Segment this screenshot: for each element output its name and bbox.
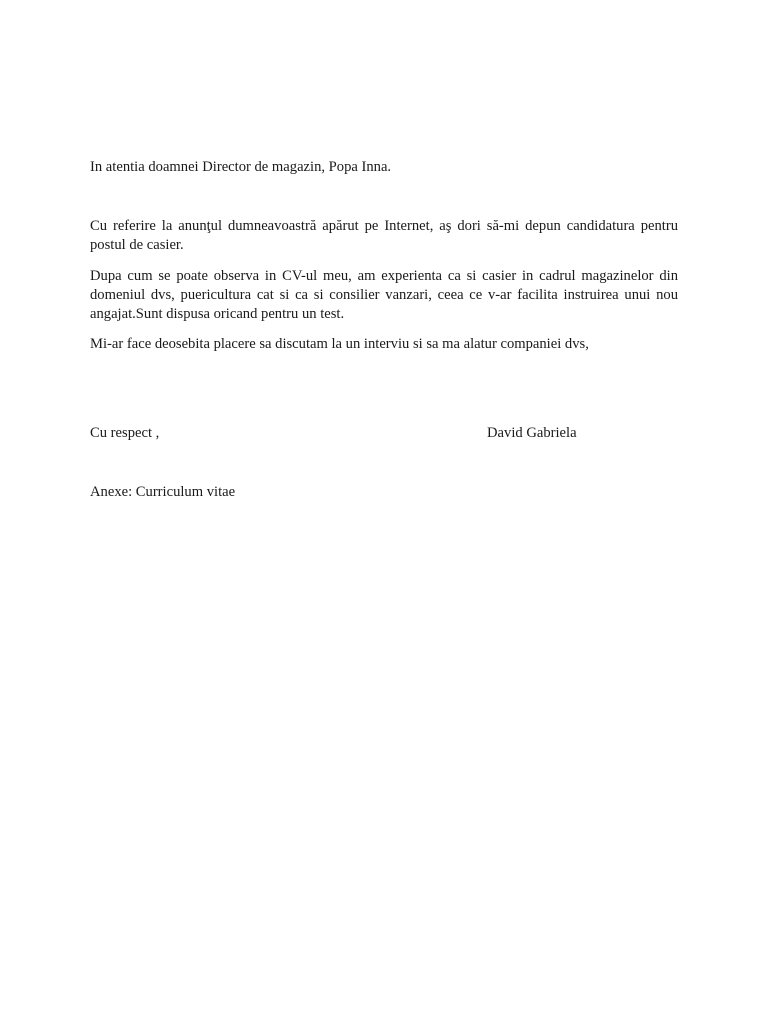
closing-salutation: Cu respect , xyxy=(90,425,160,441)
interview-paragraph: Mi-ar face deosebita placere sa discutam la un interviu si sa ma alatur companiei dvs, xyxy=(90,336,589,352)
signature-name: David Gabriela xyxy=(487,425,577,441)
experience-paragraph: Dupa cum se poate observa in CV-ul meu, am experienta ca si casier in cadrul magazinelor din domeniul dvs, puericultura cat si ca si consilier vanzari, ceea ce v-ar facilita instruirea unui nou angajat.Sunt dispusa oricand pentru un test. xyxy=(90,268,678,322)
intro-paragraph: Cu referire la anunţul dumneavoastră apărut pe Internet, aş dori să-mi depun candidatura pentru postul de casier. xyxy=(90,218,678,253)
addressee-line: In atentia doamnei Director de magazin, Popa Inna. xyxy=(90,159,392,175)
annex-line: Anexe: Curriculum vitae xyxy=(90,484,236,500)
